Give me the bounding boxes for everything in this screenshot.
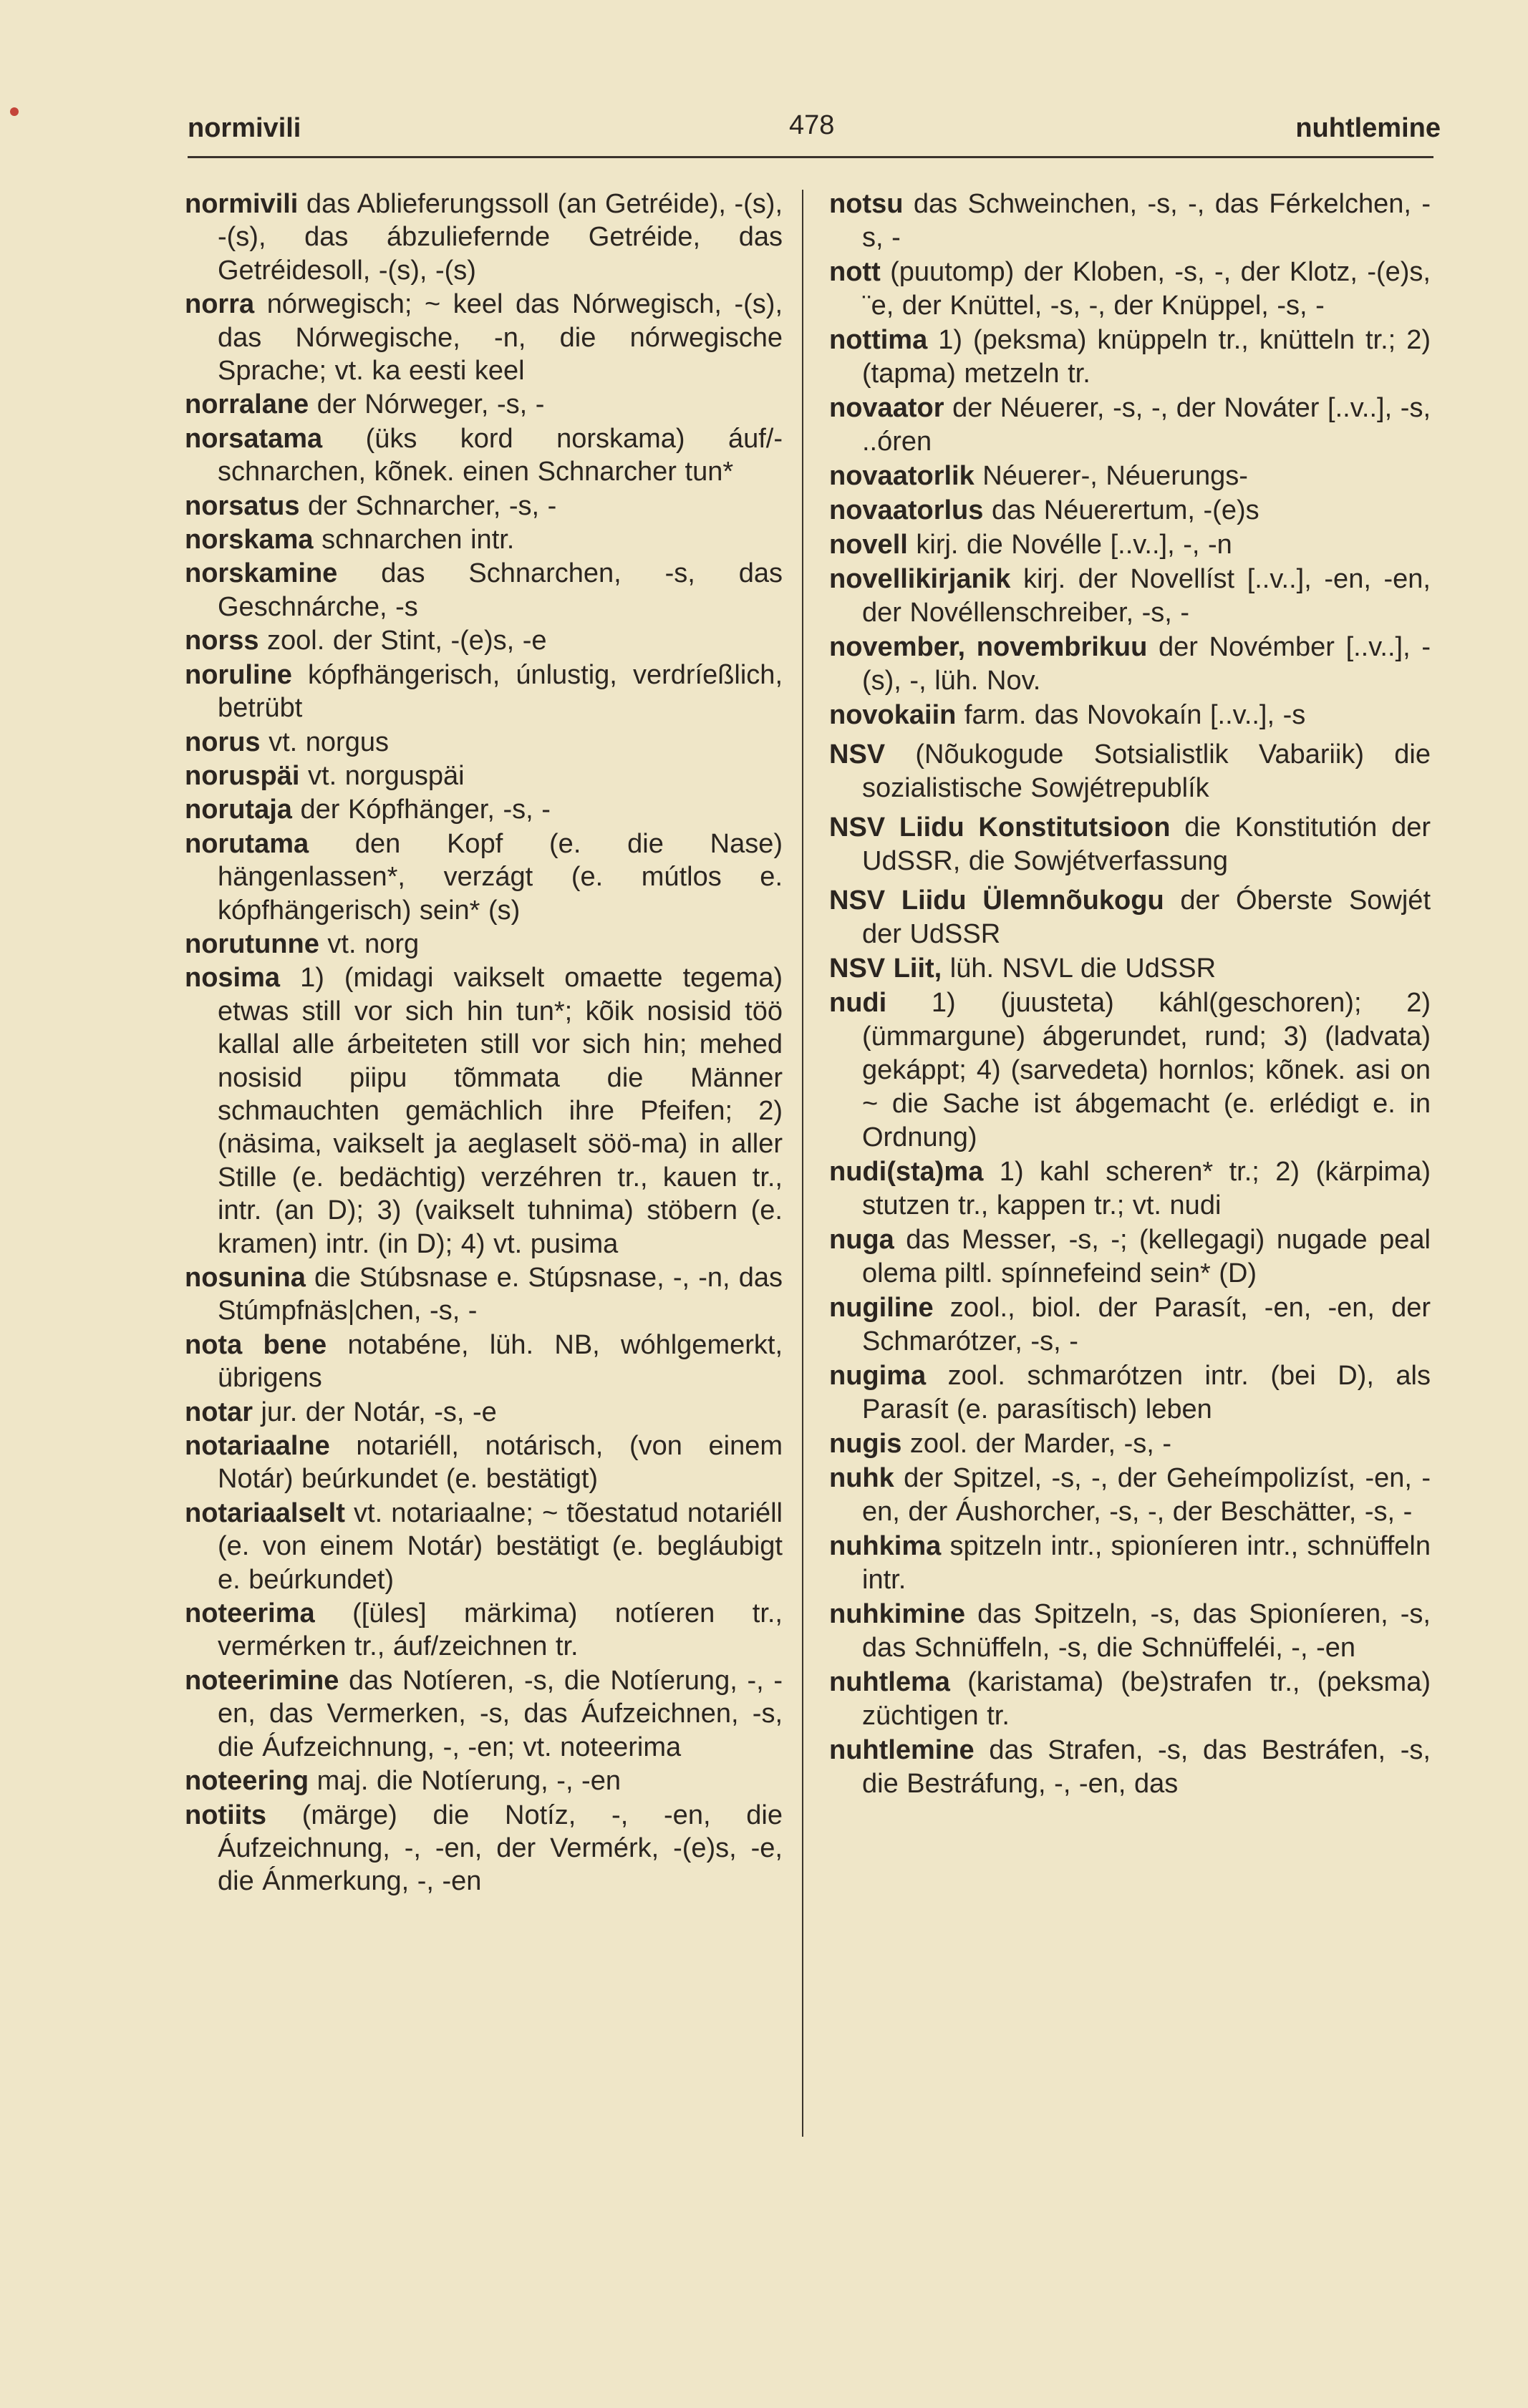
entry-definition: den Kopf (e. die Nase) hängenlassen*, verzágt (e. mútlos e. kópfhängerisch) sein* (s) [218,828,783,926]
dictionary-entry [185,726,783,759]
entry-headword: norskamine [185,558,338,589]
entry-definition: der Schnarcher, -s, - [299,490,557,521]
entry-definition: der Óberste Sowjét der UdSSR [862,885,1431,949]
header-last-word: nuhtlemine [1295,113,1441,143]
entry-definition: der Kópfhänger, -s, - [291,795,551,825]
entry-headword: norss [185,626,259,656]
entry-definition: die Stúbsnase e. Stúpsnase, -, -n, das Stúmpfnäs|chen, -s, - [218,1263,783,1326]
entry-definition: der Spitzel, -s, -, der Geheímpolizíst, -en, -en, der Áushorcher, -s, -, der Beschätter, -s, - [862,1463,1431,1527]
dictionary-entry [185,188,783,287]
entry-headword: nudi(sta)ma [829,1157,984,1187]
dictionary-entry [829,392,1431,459]
entry-headword: novaatorlus [829,495,984,525]
dictionary-entry [185,490,783,523]
entry-definition: zool. schmarótzen intr. (bei D), als Parasít (e. parasítisch) leben [862,1361,1431,1424]
dictionary-entry [829,1359,1431,1427]
dictionary-entry [829,699,1431,732]
entry-headword: NSV Liit, [829,953,942,984]
entry-definition: kirj. die Novélle [..v..], -, -n [907,530,1232,560]
page-number: 478 [789,110,835,140]
entry-headword: nuhtlema [829,1667,950,1697]
entry-headword: norsatama [185,423,323,454]
entry-headword: nuga [829,1225,894,1255]
dictionary-entry [829,1155,1431,1223]
dictionary-entry [185,1799,783,1898]
dictionary-entry [829,738,1431,805]
entry-headword: nugima [829,1361,927,1391]
entry-definition: vt. notariaalne; ~ tõestatud notariéll (e. von einem Notár) bestätigt (e. begláubigt e. beúrkundet) [218,1497,783,1595]
entry-definition: das Néuerertum, -(e)s [983,495,1259,525]
entry-definition: spitzeln intr., spioníeren intr., schnüffeln intr. [862,1531,1431,1595]
dictionary-entry [185,793,783,826]
entry-headword: normivili [185,189,299,219]
dictionary-entry [185,288,783,387]
dictionary-entry [185,557,783,623]
entry-headword: NSV [829,739,886,770]
entry-definition: (märge) die Notíz, -, -en, die Áufzeichnung, -, -en, der Vermérk, -(e)s, -e, die Ánmerkung, -, -en [218,1800,783,1897]
entry-headword: noteering [185,1766,309,1797]
entry-headword: nuhtlemine [829,1735,975,1765]
entry-definition: (üks kord norskama) áuf/-schnarchen, kõnek. einen Schnarcher tun* [218,423,783,487]
entry-headword: noruline [185,659,292,690]
dictionary-entry [185,523,783,556]
dictionary-entry [829,884,1431,951]
entry-headword: nosunina [185,1263,306,1293]
dictionary-entry [185,624,783,657]
dictionary-entry [829,986,1431,1155]
entry-headword: norsatus [185,490,300,521]
dictionary-entry [185,1597,783,1664]
dictionary-entry [185,759,783,792]
entry-definition: der Novémber [..v..], -(s), -, lüh. Nov. [862,632,1431,696]
entry-headword: nosima [185,963,281,994]
entry-definition: 1) kahl scheren* tr.; 2) (kärpima) stutzen tr., kappen tr.; vt. nudi [862,1157,1431,1220]
entry-definition: vt. norg [319,928,420,959]
entry-definition: (puutomp) der Kloben, -s, -, der Klotz, -(e)s, ¨e, der Knüttel, -s, -, der Knüppel, -s, - [862,257,1431,321]
entry-definition: nórwegisch; ~ keel das Nórwegisch, -(s), das Nórwegische, -n, die nórwegische Sprache; vt. ka eesti keel [218,289,783,387]
dictionary-entry [185,422,783,489]
dictionary-entry [185,1429,783,1496]
dictionary-entry [829,1291,1431,1359]
entry-headword: nuhkimine [829,1599,966,1629]
entry-headword: nuhkima [829,1531,942,1561]
entry-definition: notariéll, notárisch, (von einem Notár) beúrkundet (e. bestätigt) [218,1431,783,1495]
entry-headword: novaator [829,393,944,423]
entry-definition: das Notíeren, -s, die Notíerung, -, -en, das Vermerken, -s, das Áufzeichnen, -s, die Áufzeichnung, -, -en; vt. noteerima [218,1665,783,1762]
header-first-word: normivili [188,113,301,143]
entry-definition: zool., biol. der Parasít, -en, -en, der Schmarótzer, -s, - [862,1293,1431,1356]
dictionary-entry [829,563,1431,630]
entry-definition: das Strafen, -s, das Bestráfen, -s, die Bestráfung, -, -en, das [862,1735,1431,1799]
entry-headword: norus [185,727,261,757]
dictionary-entry [185,928,783,961]
right-column [829,188,1431,1802]
entry-headword: norskama [185,525,314,555]
entry-headword: nugiline [829,1293,934,1323]
entry-headword: norralane [185,389,309,420]
entry-headword: notariaalne [185,1431,330,1462]
entry-headword: nudi [829,988,887,1018]
dictionary-entry [829,324,1431,391]
dictionary-entry [185,827,783,927]
entry-definition: jur. der Notár, -s, -e [253,1397,497,1427]
entry-definition: 1) (peksma) knüppeln tr., knütteln tr.; 2) (tapma) metzeln tr. [862,325,1431,389]
dictionary-entry [829,1734,1431,1801]
dictionary-entry [185,1261,783,1328]
entry-definition: (karistama) (be)strafen tr., (peksma) züchtigen tr. [862,1667,1431,1731]
dictionary-entry [829,528,1431,562]
entry-definition: der Néuerer, -s, -, der Nováter [..v..], -s, ..óren [862,393,1431,457]
entry-definition: lüh. NSVL die UdSSR [942,953,1217,984]
dictionary-entry [185,1329,783,1395]
dictionary-entry [829,256,1431,323]
entry-definition: das Schnarchen, -s, das Geschnárche, -s [218,558,783,622]
entry-definition: kirj. der Novellíst [..v..], -en, -en, der Novéllenschreiber, -s, - [862,564,1431,628]
entry-definition: kópfhängerisch, únlustig, verdríeßlich, betrübt [218,659,783,724]
entry-definition: maj. die Notíerung, -, -en [309,1766,621,1797]
entry-headword: nota bene [185,1329,327,1360]
dictionary-entry [185,388,783,421]
entry-headword: NSV Liidu Konstitutsioon [829,812,1171,843]
entry-headword: nott [829,257,881,287]
entry-headword: norutama [185,828,309,859]
entry-headword: notariaalselt [185,1497,345,1528]
entry-definition: der Nórweger, -s, - [309,389,545,420]
dictionary-entry [185,961,783,1261]
dictionary-entry [829,631,1431,698]
entry-definition: notabéne, lüh. NB, wóhlgemerkt, übrigens [218,1329,783,1394]
entry-definition: vt. norgus [260,727,389,757]
page-header [188,107,1441,150]
entry-headword: norra [185,289,255,320]
entry-headword: novokaiin [829,700,957,730]
header-rule [188,156,1433,158]
dictionary-entry [185,1764,783,1797]
entry-definition: zool. der Stint, -(e)s, -e [258,626,547,656]
dictionary-entry [185,1497,783,1596]
entry-definition: farm. das Novokaín [..v..], -s [956,700,1306,730]
entry-definition: die Konstitutión der UdSSR, die Sowjétverfassung [862,812,1431,876]
entry-headword: noruspäi [185,760,300,791]
entry-headword: norutaja [185,795,292,825]
entry-headword: nuhk [829,1463,894,1493]
entry-definition: das Messer, -s, -; (kellegagi) nugade peal olema piltl. spínnefeind sein* (D) [862,1225,1431,1288]
entry-definition: 1) (midagi vaikselt omaette tegema) etwas still vor sich hin tun*; kõik nosisid töö kallal alle árbeiteten still vor sich hin; mehed nosisid piipu tõmmata die Männer schmauchten gemächlich ihre Pfeifen; 2) (näsima, vaikselt ja aeglaselt söö-ma) in aller Stille (e. bedächtig) verzéhren tr., kauen tr., intr. (an D); 3) (vaikselt tuhnima) stöbern (e. kramen) intr. (in D); 4) vt. pusima [218,963,783,1259]
dictionary-entry [829,494,1431,528]
entry-headword: noteerimine [185,1665,339,1696]
entry-headword: notar [185,1397,253,1427]
entry-definition: das Schweinchen, -s, -, das Férkelchen, -s, - [862,189,1431,253]
entry-definition: das Ablieferungssoll (an Getréide), -(s), -(s), das ábzuliefernde Getréide, das Getréidesoll, -(s), -(s) [218,189,783,286]
dictionary-entry [185,1664,783,1764]
entry-headword: nottima [829,325,928,355]
entry-headword: november, novembrikuu [829,632,1148,662]
dictionary-entry [829,1223,1431,1291]
dictionary-entry [829,188,1431,255]
dictionary-entry [829,1462,1431,1529]
entry-headword: novell [829,530,908,560]
entry-definition: (Nõukogude Sotsialistlik Vabariik) die sozialistische Sowjétrepublík [862,739,1431,803]
dictionary-entry [829,952,1431,986]
dictionary-entry [829,1530,1431,1597]
dictionary-entry [829,1598,1431,1665]
entry-headword: notiits [185,1800,266,1830]
entry-definition: das Spitzeln, -s, das Spioníeren, -s, das Schnüffeln, -s, die Schnüffeléi, -, -en [862,1599,1431,1663]
entry-definition: schnarchen intr. [313,525,515,555]
dictionary-entry [829,811,1431,878]
dictionary-entry [829,1666,1431,1733]
ink-spot [10,107,19,116]
dictionary-entry [185,659,783,725]
entry-headword: norutunne [185,928,319,959]
entry-headword: nugis [829,1429,902,1459]
dictionary-entry [185,1396,783,1429]
entry-definition: vt. norguspäi [299,760,465,791]
entry-definition: Néuerer-, Néuerungs- [974,461,1248,491]
entry-headword: novellikirjanik [829,564,1011,594]
column-divider [802,190,803,2137]
entry-headword: noteerima [185,1598,315,1629]
dictionary-entry [829,460,1431,493]
entry-definition: ([üles] märkima) notíeren tr., vermérken tr., áuf/zeichnen tr. [218,1598,783,1662]
left-column [185,188,783,1899]
entry-definition: zool. der Marder, -s, - [901,1429,1171,1459]
entry-definition: 1) (juusteta) káhl(geschoren); 2) (ümmargune) ábgerundet, rund; 3) (ladvata) gekáppt; 4) (sarvedeta) hornlos; kõnek. asi on ~ die Sache ist ábgemacht (e. erlédigt e. in Ordnung) [862,988,1431,1152]
entry-headword: NSV Liidu Ülemnõukogu [829,885,1164,916]
entry-headword: novaatorlik [829,461,975,491]
dictionary-entry [829,1427,1431,1461]
entry-headword: notsu [829,189,904,219]
